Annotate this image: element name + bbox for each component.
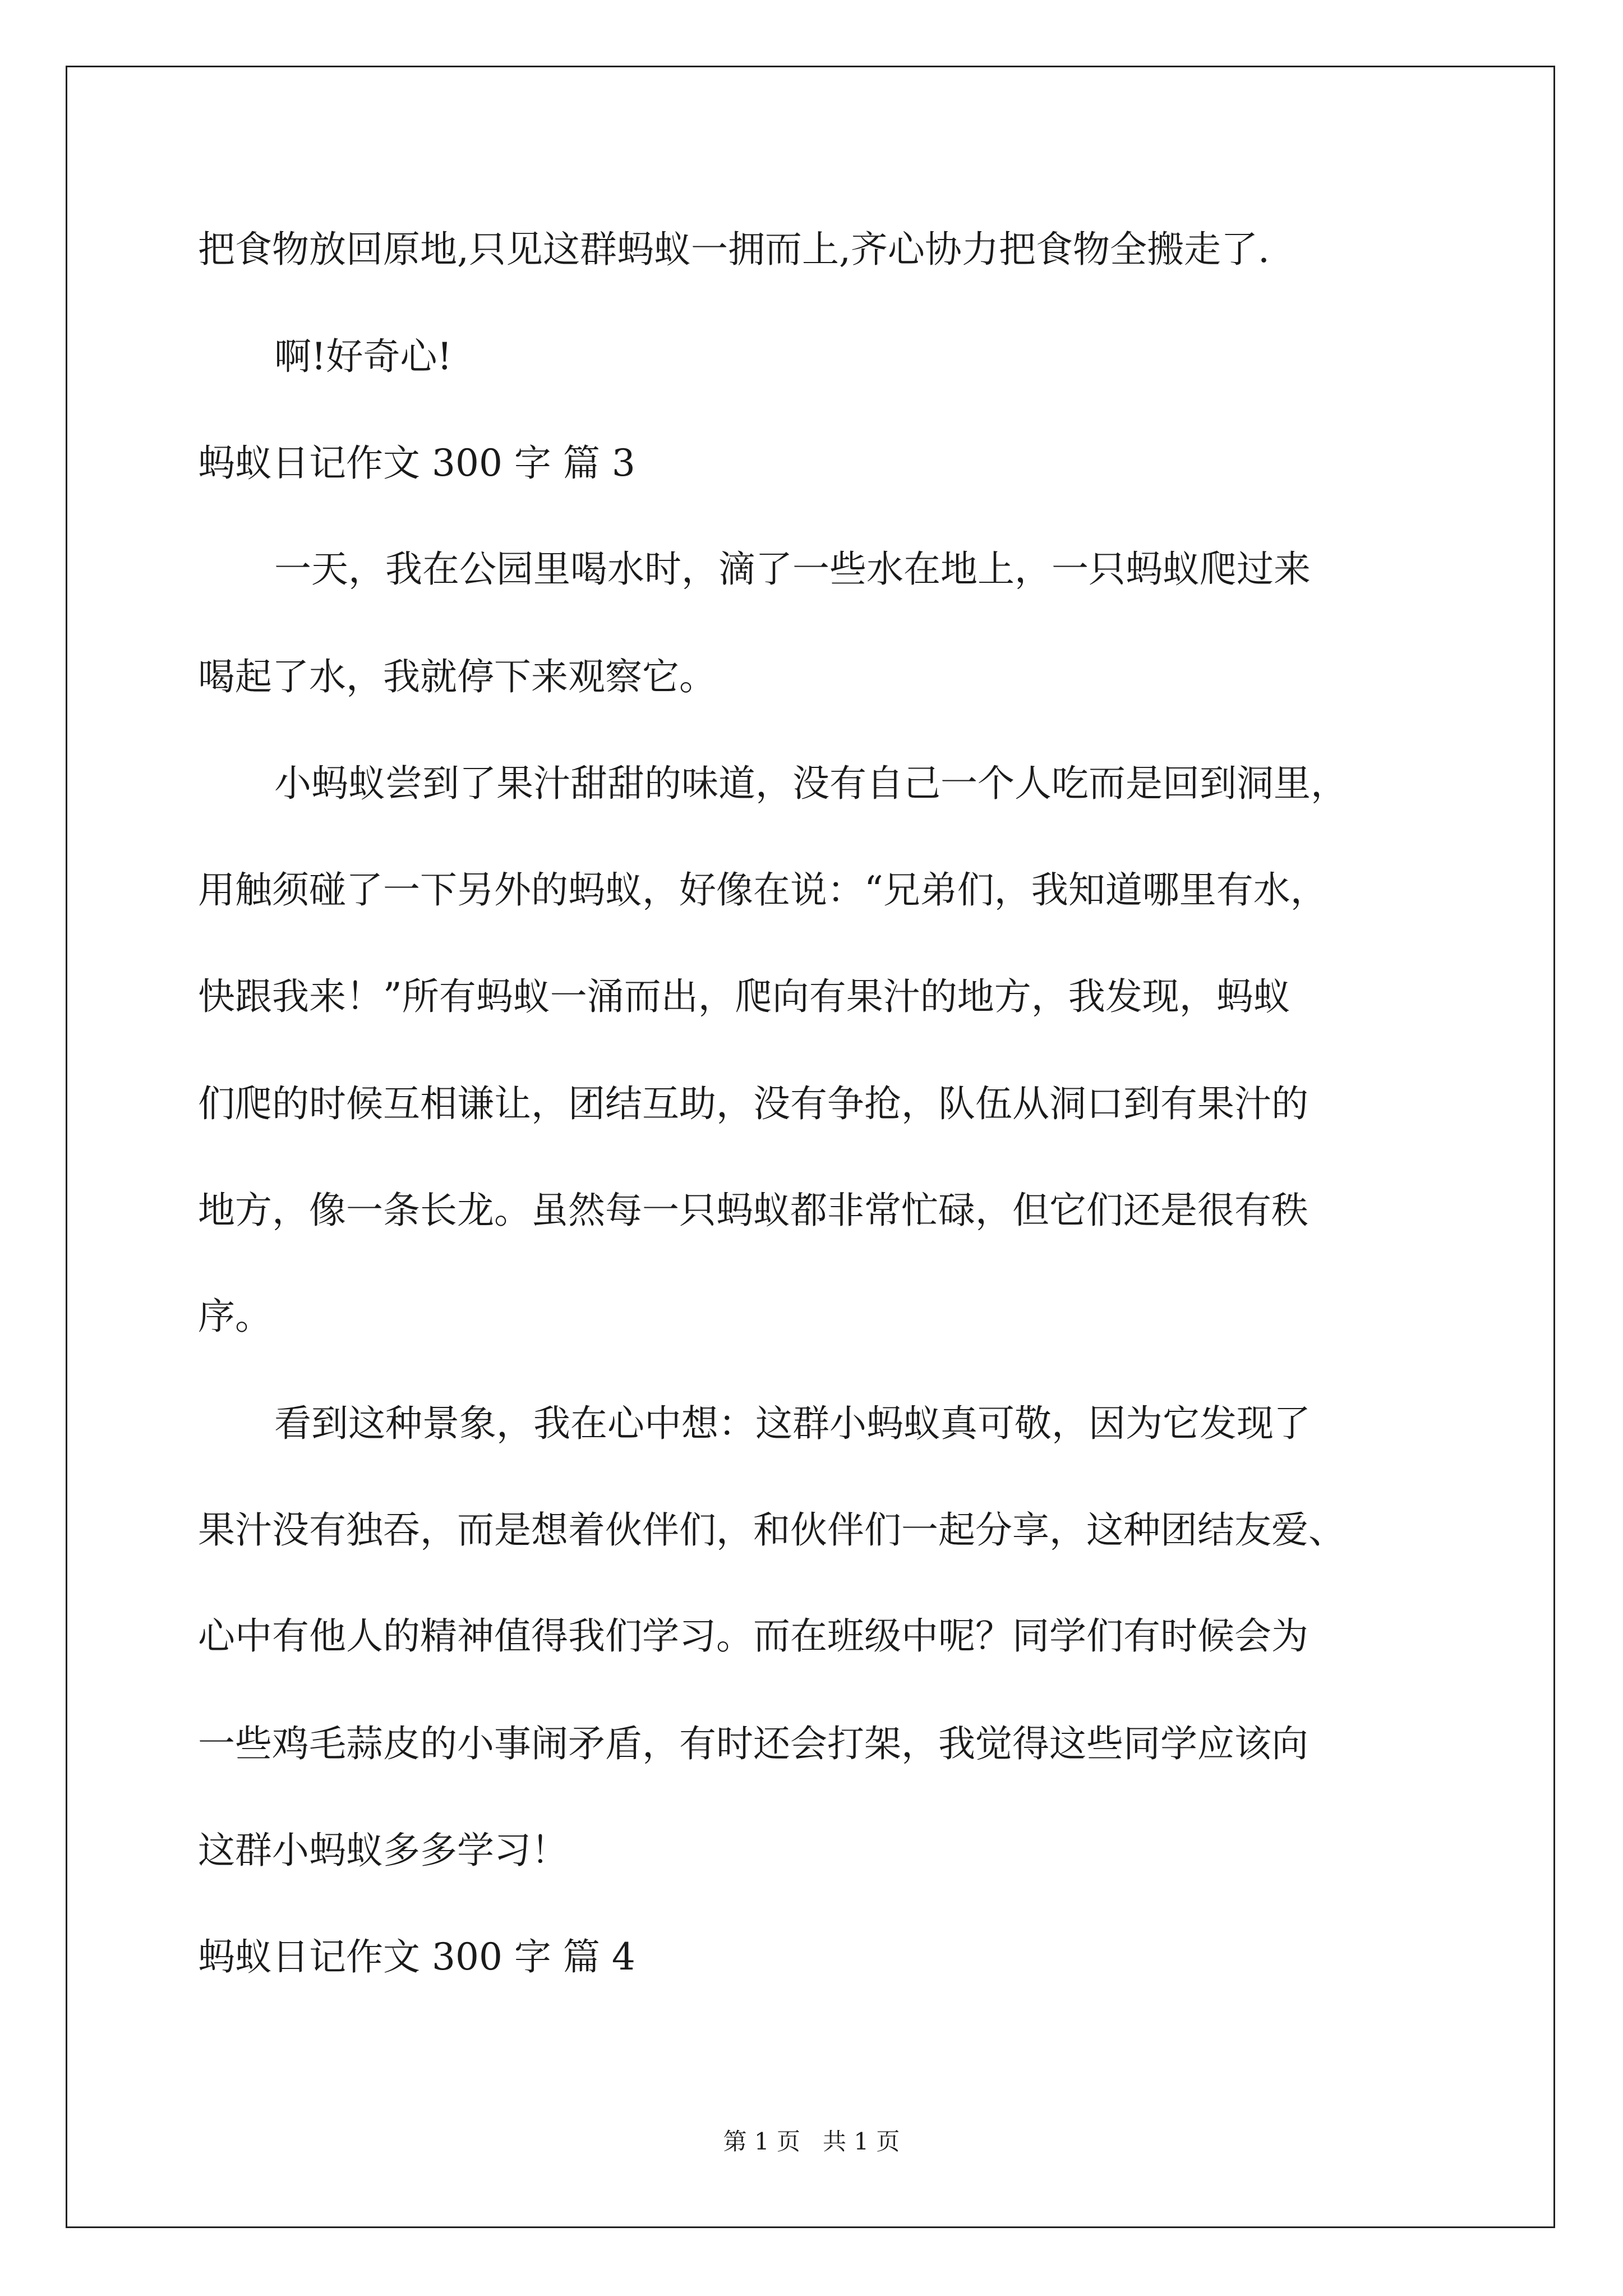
- paragraph-line: 啊!好奇心!: [274, 335, 453, 378]
- page-total: 共 1 页: [823, 2128, 900, 2155]
- paragraph-line: 小蚂蚁尝到了果汁甜甜的味道，没有自己一个人吃而是回到洞里，: [274, 762, 1348, 805]
- paragraph-line: 一些鸡毛蒜皮的小事闹矛盾，有时还会打架，我觉得这些同学应该向: [198, 1722, 1308, 1765]
- paragraph-line: 果汁没有独吞，而是想着伙伴们，和伙伴们一起分享，这种团结友爱、: [198, 1508, 1345, 1552]
- paragraph-line: 地方，像一条长龙。虽然每一只蚂蚁都非常忙碌，但它们还是很有秩: [198, 1189, 1308, 1232]
- paragraph-line: 用触须碰了一下另外的蚂蚁，好像在说：“兄弟们，我知道哪里有水，: [198, 868, 1327, 912]
- paragraph-line: 序。: [198, 1295, 272, 1338]
- page-border: [66, 66, 1555, 2228]
- section-heading: 蚂蚁日记作文 300 字 篇 4: [198, 1935, 635, 1978]
- paragraph-line: 们爬的时候互相谦让，团结互助，没有争抢，队伍从洞口到有果汁的: [198, 1082, 1308, 1125]
- paragraph-line: 喝起了水，我就停下来观察它。: [198, 655, 716, 698]
- paragraph-line: 快跟我来！”所有蚂蚁一涌而出，爬向有果汁的地方，我发现，蚂蚁: [198, 975, 1290, 1018]
- page-footer: [0, 2128, 1623, 2156]
- page-number: 第 1 页: [723, 2128, 800, 2155]
- paragraph-line: 把食物放回原地,只见这群蚂蚁一拥而上,齐心协力把食物全搬走了.: [198, 228, 1270, 271]
- paragraph-line: 心中有他人的精神值得我们学习。而在班级中呢？同学们有时候会为: [198, 1614, 1308, 1658]
- section-heading: 蚂蚁日记作文 300 字 篇 3: [198, 441, 635, 485]
- paragraph-line: 一天，我在公园里喝水时，滴了一些水在地上，一只蚂蚁爬过来: [274, 547, 1311, 591]
- paragraph-line: 看到这种景象，我在心中想：这群小蚂蚁真可敬，因为它发现了: [274, 1402, 1311, 1445]
- paragraph-line: 这群小蚂蚁多多学习！: [198, 1829, 568, 1872]
